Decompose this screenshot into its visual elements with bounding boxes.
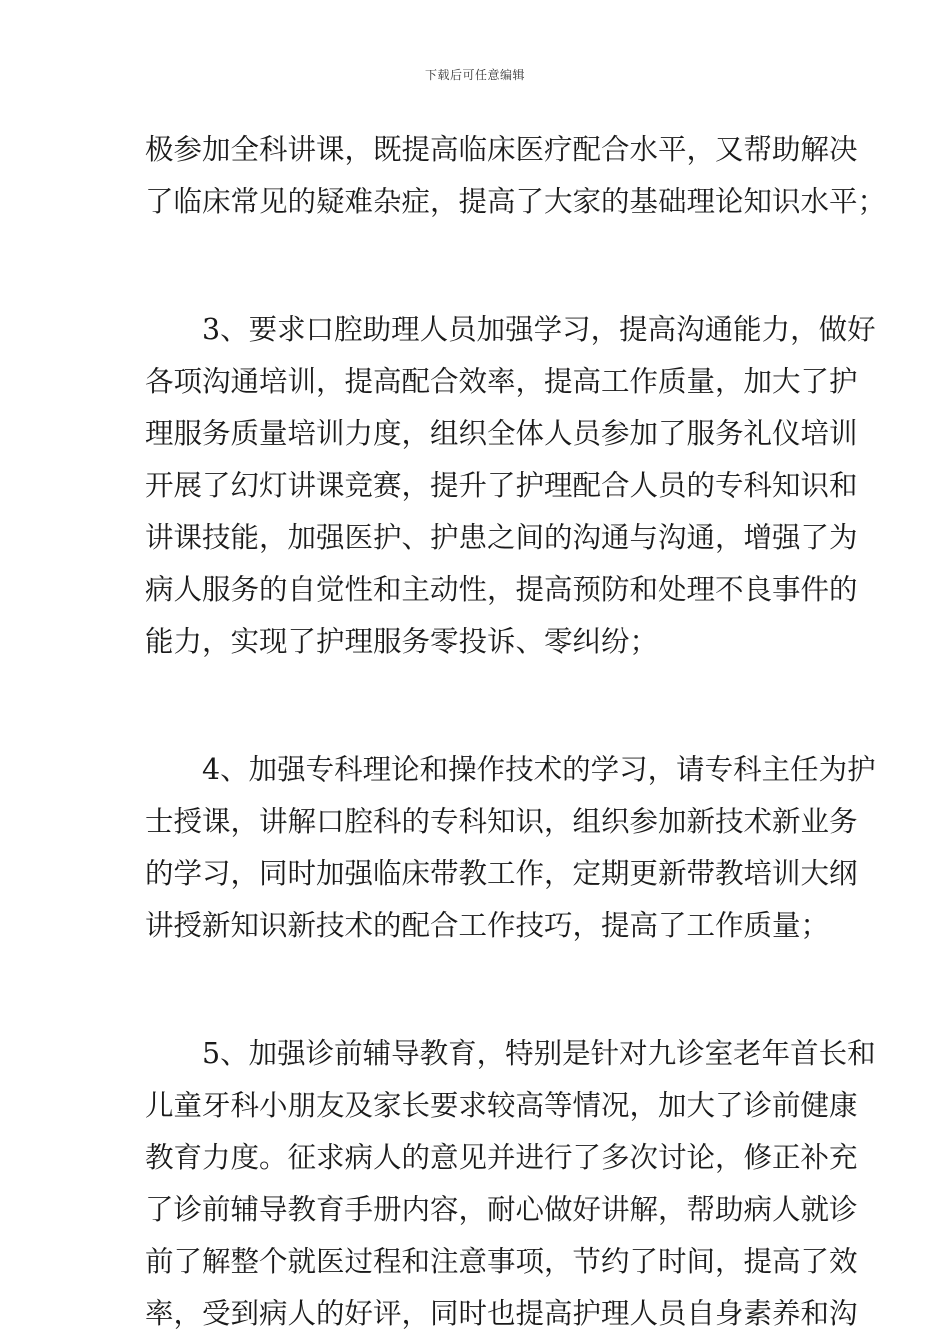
text-line: 讲授新知识新技术的配合工作技巧，提高了工作质量； <box>145 909 830 942</box>
page-header-note: 下载后可任意编辑 <box>424 68 525 82</box>
paragraph-spacer <box>145 228 810 304</box>
text-line: 极参加全科讲课，既提高临床医疗配合水平，又帮助解决 <box>145 133 858 166</box>
text-line: 了诊前辅导教育手册内容，耐心做好讲解，帮助病人就诊 <box>145 1193 858 1226</box>
text-line: 理服务质量培训力度，组织全体人员参加了服务礼仪培训 <box>145 417 858 450</box>
text-line: 儿童牙科小朋友及家长要求较高等情况，加大了诊前健康 <box>145 1089 858 1122</box>
text-line: 能力，实现了护理服务零投诉、零纠纷； <box>145 625 659 658</box>
text-line: 前了解整个就医过程和注意事项，节约了时间，提高了效 <box>145 1245 858 1278</box>
text-line: 了临床常见的疑难杂症，提高了大家的基础理论知识水平； <box>145 185 887 218</box>
paragraph-spacer <box>145 952 810 1028</box>
paragraph-item-4 <box>145 744 876 952</box>
text-line: 率，受到病人的好评，同时也提高护理人员自身素养和沟 <box>145 1297 858 1330</box>
text-line: 开展了幻灯讲课竞赛，提升了护理配合人员的专科知识和 <box>145 469 858 502</box>
document-body <box>145 124 887 1340</box>
text-line: 病人服务的自觉性和主动性，提高预防和处理不良事件的 <box>145 573 858 606</box>
text-line: 各项沟通培训，提高配合效率，提高工作质量，加大了护 <box>145 365 858 398</box>
text-line: 士授课，讲解口腔科的专科知识，组织参加新技术新业务 <box>145 805 858 838</box>
text-line: 5、加强诊前辅导教育，特别是针对九诊室老年首长和 <box>202 1037 876 1070</box>
paragraph-item-5 <box>145 1028 876 1340</box>
paragraph-spacer <box>145 668 810 744</box>
paragraph-continuation <box>145 124 887 228</box>
text-line: 教育力度。征求病人的意见并进行了多次讨论，修正补充 <box>145 1141 858 1174</box>
text-line: 讲课技能，加强医护、护患之间的沟通与沟通，增强了为 <box>145 521 858 554</box>
paragraph-item-3 <box>145 304 876 668</box>
text-line: 3、要求口腔助理人员加强学习，提高沟通能力，做好 <box>202 313 876 346</box>
text-line: 4、加强专科理论和操作技术的学习，请专科主任为护 <box>202 753 876 786</box>
text-line: 的学习，同时加强临床带教工作，定期更新带教培训大纲 <box>145 857 858 890</box>
